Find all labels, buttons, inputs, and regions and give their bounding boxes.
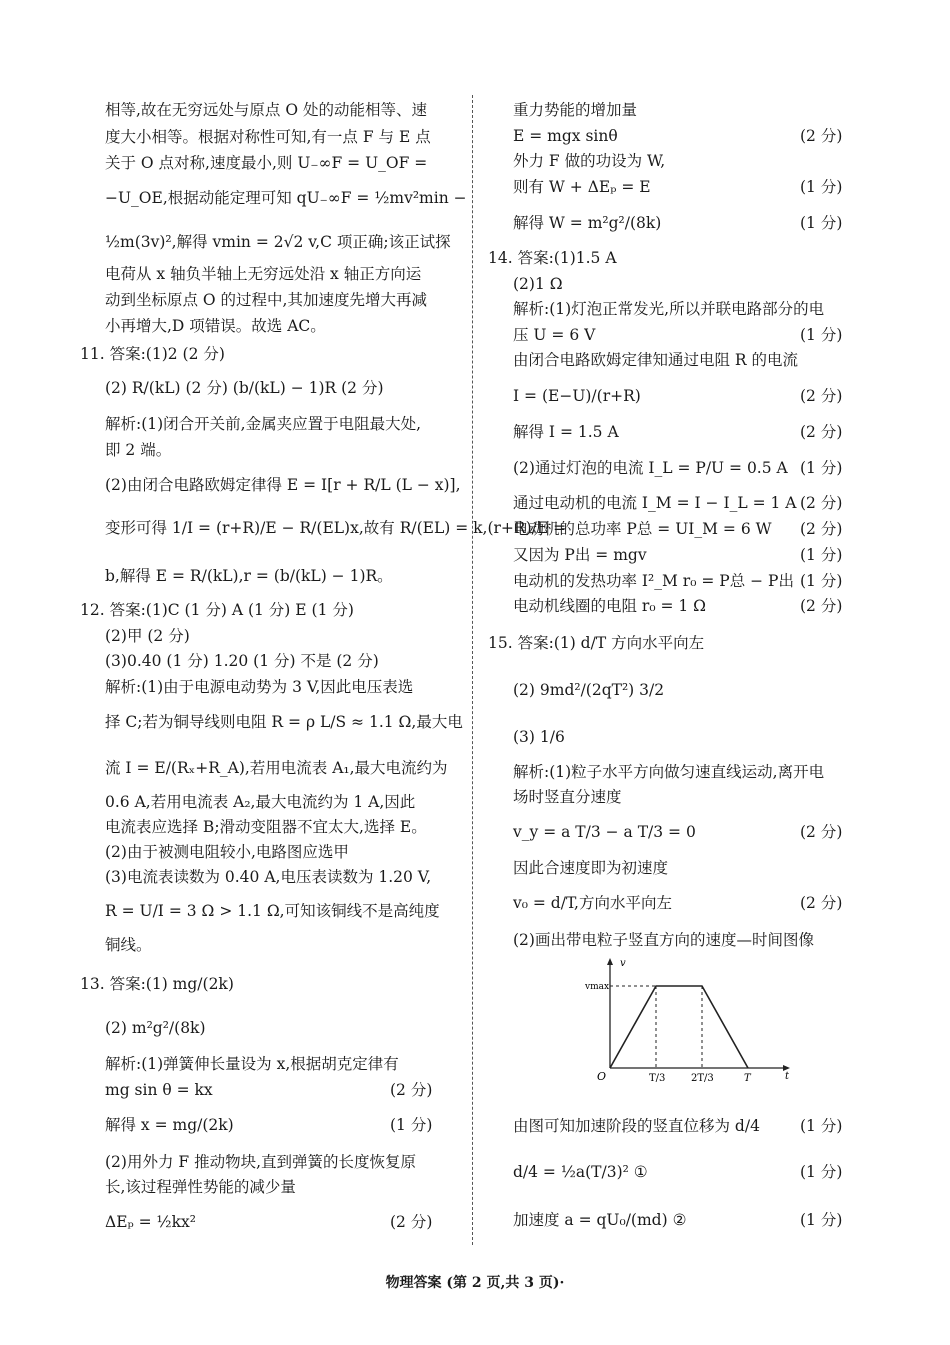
v-axis-arrow [607, 958, 613, 965]
text-line: −U_OE,根据动能定理可知 qU₋∞F = ½mv²min − [105, 189, 467, 207]
q15-analysis: d/4 = ½a(T/3)² ① [513, 1163, 648, 1181]
q12-analysis: (2)由于被测电阻较小,电路图应选甲 [105, 843, 349, 861]
q14-analysis: I = (E−U)/(r+R) [513, 387, 641, 405]
q15-analysis: v_y = a T/3 − a T/3 = 0 [513, 823, 696, 841]
q12-analysis: R = U/I = 3 Ω > 1.1 Ω,可知该铜线不是高纯度 [105, 902, 440, 920]
q13-analysis: 长,该过程弹性势能的减少量 [105, 1178, 296, 1196]
q15-answer: 15. 答案:(1) d/T 方向水平向左 [488, 634, 705, 652]
q12-analysis: 流 I = E/(Rₓ+R_A),若用电流表 A₁,最大电流约为 [105, 759, 448, 777]
score: (2 分) [800, 494, 843, 512]
q12-answer: 12. 答案:(1)C (1 分) A (1 分) E (1 分) [80, 601, 354, 619]
q15-answer: (3) 1/6 [513, 728, 565, 746]
q12-analysis: 铜线。 [105, 936, 152, 954]
text-line: 小再增大,D 项错误。故选 AC。 [105, 317, 326, 335]
q12-analysis: 择 C;若为铜导线则电阻 R = ρ L/S ≈ 1.1 Ω,最大电 [105, 713, 463, 731]
q14-analysis: 压 U = 6 V [513, 326, 596, 344]
q12-analysis: 电流表应选择 B;滑动变阻器不宜太大,选择 E。 [105, 818, 427, 836]
q13-analysis: 解析:(1)弹簧伸长量设为 x,根据胡克定律有 [105, 1055, 399, 1073]
q13-analysis: 解得 x = mg/(2k) [105, 1116, 234, 1134]
tick-label: 2T/3 [691, 1073, 714, 1084]
q12-analysis: 0.6 A,若用电流表 A₂,最大电流约为 1 A,因此 [105, 793, 416, 811]
q15-analysis: (2)画出带电粒子竖直方向的速度—时间图像 [513, 931, 814, 949]
score: (1 分) [800, 1211, 843, 1229]
text-line: ½m(3v)²,解得 vmin = 2√2 v,C 项正确;该正试探 [105, 233, 451, 251]
score: (1 分) [800, 1163, 843, 1181]
q11-answer: 11. 答案:(1)2 (2 分) [80, 345, 225, 363]
q13-answer: 13. 答案:(1) mg/(2k) [80, 975, 234, 993]
velocity-curve [610, 986, 748, 1068]
t-axis-label: t [785, 1071, 790, 1082]
q14-analysis: 由闭合电路欧姆定律知通过电阻 R 的电流 [513, 351, 799, 369]
q13-answer: (2) m²g²/(8k) [105, 1019, 206, 1037]
tick-label: T [744, 1073, 751, 1084]
score: (2 分) [800, 520, 843, 538]
score: (2 分) [800, 894, 843, 912]
q14-analysis: 解析:(1)灯泡正常发光,所以并联电路部分的电 [513, 300, 825, 318]
score: (1 分) [800, 459, 843, 477]
q11-analysis: 解析:(1)闭合开关前,金属夹应置于电阻最大处, [105, 415, 422, 433]
tick-label: T/3 [649, 1073, 666, 1084]
q15-analysis: 场时竖直分速度 [513, 788, 622, 806]
q12-analysis: (3)电流表读数为 0.40 A,电压表读数为 1.20 V, [105, 868, 432, 886]
text-line: 相等,故在无穷远处与原点 O 处的动能相等、速 [105, 101, 427, 119]
q15-answer: (2) 9md²/(2qT²) 3/2 [513, 681, 665, 699]
page-footer: 物理答案 (第 2 页,共 3 页)· [385, 1275, 565, 1291]
q14-analysis: (2)通过灯泡的电流 I_L = P/U = 0.5 A [513, 459, 788, 477]
text-line: 关于 O 点对称,速度最小,则 U₋∞F = U_OF = [105, 154, 428, 172]
q11-answer: (2) R/(kL) (2 分) (b/(kL) − 1)R (2 分) [105, 379, 384, 397]
q15-analysis: 因此合速度即为初速度 [513, 859, 669, 877]
q14-analysis: 电动机线圈的电阻 r₀ = 1 Ω [513, 597, 707, 615]
q13-analysis: mg sin θ = kx [105, 1081, 213, 1099]
q12-analysis: 解析:(1)由于电源电动势为 3 V,因此电压表选 [105, 678, 414, 696]
v-axis-label: v [620, 958, 626, 969]
score: (2 分) [800, 127, 843, 145]
text-line: 度大小相等。根据对称性可知,有一点 F 与 E 点 [105, 128, 431, 146]
score: (2 分) [800, 597, 843, 615]
score: (1 分) [390, 1116, 433, 1134]
vmax-label: vmax [585, 982, 610, 992]
velocity-time-graph [585, 955, 795, 1090]
q14-analysis: 解得 I = 1.5 A [513, 423, 619, 441]
text-line: 电荷从 x 轴负半轴上无穷远处沿 x 轴正方向运 [105, 265, 422, 283]
score: (2 分) [800, 423, 843, 441]
q11-analysis: b,解得 E = R/(kL),r = (b/(kL) − 1)R。 [105, 567, 393, 585]
score: (2 分) [390, 1213, 433, 1231]
q11-analysis: 即 2 端。 [105, 441, 172, 459]
q15-analysis: 解析:(1)粒子水平方向做匀速直线运动,离开电 [513, 763, 825, 781]
q14-analysis: 又因为 P出 = mgv [513, 546, 647, 564]
text-line: 解得 W = m²g²/(8k) [513, 214, 662, 232]
score: (2 分) [800, 823, 843, 841]
text-line: 动到坐标原点 O 的过程中,其加速度先增大再减 [105, 291, 427, 309]
q12-answer: (2)甲 (2 分) [105, 627, 190, 645]
q12-answer: (3)0.40 (1 分) 1.20 (1 分) 不是 (2 分) [105, 652, 379, 670]
q14-analysis: 电动机的总功率 P总 = UI_M = 6 W [513, 520, 772, 538]
q13-analysis: (2)用外力 F 推动物块,直到弹簧的长度恢复原 [105, 1153, 416, 1171]
q11-analysis: (2)由闭合电路欧姆定律得 E = I[r + R/L (L − x)], [105, 476, 461, 494]
text-line: 重力势能的增加量 [513, 101, 638, 119]
score: (2 分) [390, 1081, 433, 1099]
q14-answer: 14. 答案:(1)1.5 A [488, 249, 617, 267]
q15-analysis: v₀ = d/T,方向水平向左 [513, 894, 672, 912]
q13-analysis: ΔEₚ = ½kx² [105, 1213, 196, 1231]
q15-analysis: 由图可知加速阶段的竖直位移为 d/4 [513, 1117, 760, 1135]
text-line: 则有 W + ΔEₚ = E [513, 178, 651, 196]
origin-label: O [597, 1070, 607, 1083]
score: (1 分) [800, 326, 843, 344]
score: (2 分) [800, 387, 843, 405]
text-line: E = mgx sinθ [513, 127, 618, 145]
score: (1 分) [800, 546, 843, 564]
q14-analysis: 电动机的发热功率 I²_M r₀ = P总 − P出 [513, 572, 794, 590]
q14-answer: (2)1 Ω [513, 275, 563, 293]
text-line: 外力 F 做的功设为 W, [513, 152, 666, 170]
q14-analysis: 通过电动机的电流 I_M = I − I_L = 1 A [513, 494, 797, 512]
q15-analysis: 加速度 a = qU₀/(md) ② [513, 1211, 687, 1229]
score: (1 分) [800, 178, 843, 196]
score: (1 分) [800, 572, 843, 590]
column-divider [472, 95, 473, 1245]
score: (1 分) [800, 1117, 843, 1135]
q11-analysis: 变形可得 1/I = (r+R)/E − R/(EL)x,故有 R/(EL) = k,(r+R)/E = [105, 519, 567, 537]
score: (1 分) [800, 214, 843, 232]
